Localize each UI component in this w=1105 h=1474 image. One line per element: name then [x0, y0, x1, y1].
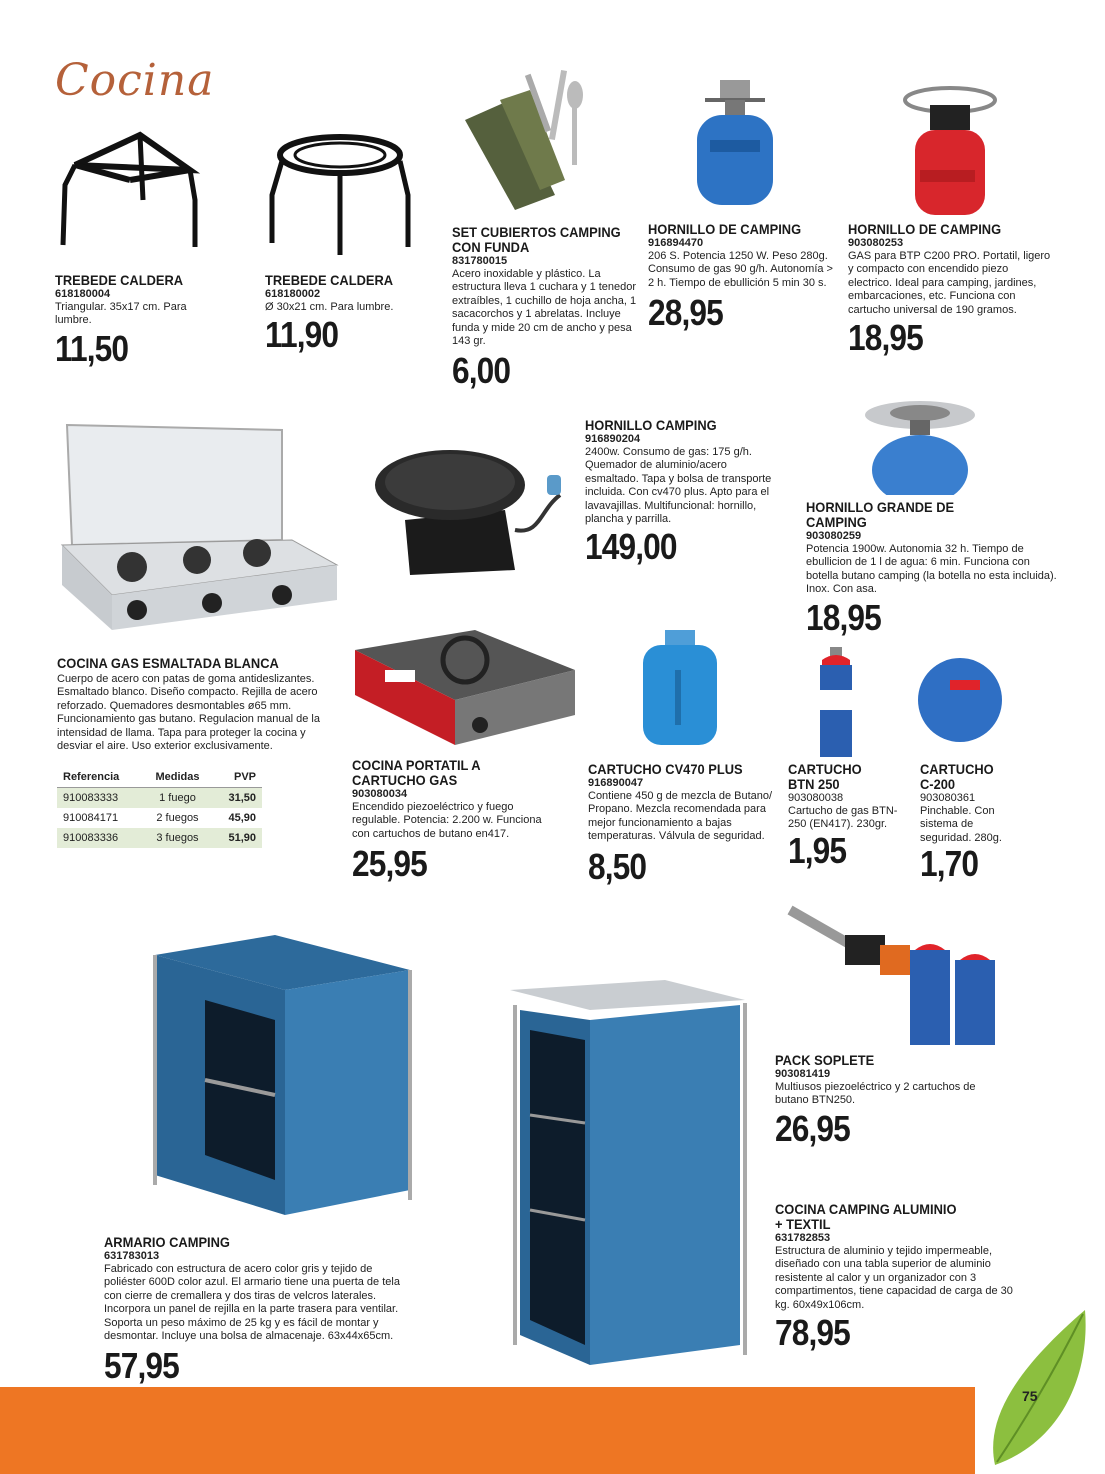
product-name: COCINA GAS ESMALTADA BLANCA — [57, 655, 279, 671]
product-ref: 618180004 — [55, 288, 111, 300]
column-header-size: Medidas — [142, 767, 212, 788]
product-name: CARTUCHO BTN 250 — [788, 761, 862, 792]
product-ref: 618180002 — [265, 288, 321, 300]
torch-pack-image — [780, 890, 1005, 1045]
product-ref: 903081419 — [775, 1068, 831, 1080]
table-row — [57, 808, 262, 828]
product-ref: 903080361 — [920, 792, 976, 804]
product-name: HORNILLO CAMPING — [585, 417, 717, 433]
product-ref: 903080253 — [848, 237, 904, 249]
product-name: HORNILLO DE CAMPING — [848, 221, 1002, 237]
product-desc: Encendido piezoeléctrico y fuego regulable. Potencia: 2.200 w. Funciona con cartuchos de butano en417. — [352, 801, 542, 840]
table-cell: 51,90 — [228, 832, 256, 845]
product-desc: Triangular. 35x17 cm. Para lumbre. — [55, 301, 187, 327]
product-price: 18,95 — [806, 596, 881, 638]
table-cell: 2 fuegos — [156, 812, 199, 825]
product-ref: 916894470 — [648, 237, 704, 249]
table-cell: 45,90 — [228, 812, 256, 825]
product-price: 11,90 — [265, 314, 339, 356]
footer-bar — [0, 1387, 975, 1474]
product-desc: 2400w. Consumo de gas: 175 g/h. Quemador de aluminio/acero esmaltado. Tapa y bolsa de transporte incluida. Con cv470 plus. Apto para el lavavajillas. Multifuncional: hornillo, plancha y parrilla. — [585, 446, 772, 526]
column-header-price: PVP — [213, 767, 262, 788]
white-gas-cooker-image — [52, 415, 342, 635]
product-price: 11,50 — [55, 327, 129, 369]
table-cell: 910083336 — [63, 832, 119, 845]
product-desc: Estructura de aluminio y tejido impermeable, diseñado con una tabla superior de aluminio resistente al calor y un organizador con 3 compartimentos, tiene capacidad de carga de 30 kg. 60x49x106cm. — [775, 1245, 1013, 1311]
table-cell: 910084171 — [63, 812, 119, 825]
cutlery-set-image — [455, 65, 605, 215]
product-price: 18,95 — [848, 317, 923, 359]
trebede-ring-image — [260, 125, 420, 260]
product-ref: 903080034 — [352, 788, 408, 800]
table-cell: 3 fuegos — [156, 832, 199, 845]
trebede-triangular-image — [55, 125, 205, 255]
gas-cartridge-c200-image — [915, 655, 1005, 745]
product-name: HORNILLO DE CAMPING — [648, 221, 802, 237]
product-desc: Cuerpo de acero con patas de goma antideslizantes. Esmaltado blanco. Diseño compacto. Rejilla de acero reforzado. Quemadores desmontables ø65 mm. Funcionamiento gas butano. Regulacion manual de la intensidad de llama. Tapa para proteger la cocina y desviar el aire. Uso exterior exclusivamente. — [57, 673, 320, 753]
table-cell: 31,50 — [228, 792, 256, 805]
product-name: TREBEDE CALDERA — [265, 272, 394, 288]
camping-kitchen-unit-image — [505, 975, 750, 1380]
product-price: 26,95 — [775, 1107, 850, 1149]
section-title: Cocina — [55, 55, 215, 106]
product-desc: 206 S. Potencia 1250 W. Peso 280g. Consumo de gas 90 g/h. Autonomía > 2 h. Tiempo de ebullición 5 min 30 s. — [648, 250, 833, 289]
product-name: PACK SOPLETE — [775, 1052, 875, 1068]
product-ref: 903080259 — [806, 530, 862, 542]
table-cell: 910083333 — [63, 792, 119, 805]
product-price: 57,95 — [104, 1345, 179, 1387]
product-price: 28,95 — [648, 292, 723, 334]
product-name: SET CUBIERTOS CAMPING CON FUNDA — [452, 224, 621, 255]
product-price: 6,00 — [452, 350, 511, 392]
product-desc: Cartucho de gas BTN-250 (EN417). 230gr. — [788, 805, 898, 831]
product-desc: Multiusos piezoeléctrico y 2 cartuchos de butano BTN250. — [775, 1081, 976, 1107]
large-stove-image — [855, 395, 985, 495]
portable-gas-cooker-image — [345, 610, 580, 750]
table-row — [57, 828, 262, 848]
product-ref: 903080038 — [788, 792, 844, 804]
product-name: ARMARIO CAMPING — [104, 1234, 230, 1250]
product-price: 8,50 — [588, 845, 647, 887]
page-number: 75 — [1022, 1388, 1038, 1404]
product-name: COCINA CAMPING ALUMINIO + TEXTIL — [775, 1201, 957, 1232]
product-name: CARTUCHO C-200 — [920, 761, 994, 792]
product-desc: Fabricado con estructura de acero color gris y tejido de poliéster 600D color azul. El armario tiene una puerta de tela con cierre de cremallera y dos tiras de velcros laterales. Incorpora un panel de rejilla en la parte trasera para ventilar. Soporta un peso máximo de 25 kg y es fácil de montar y desmontar. Incluye una bolsa de almacenaje. 63x44x65cm. — [104, 1263, 400, 1343]
product-ref: 916890204 — [585, 433, 641, 445]
red-camping-stove-image — [895, 75, 1005, 220]
table-cell: 1 fuego — [159, 792, 196, 805]
gas-cartridge-btn250-image — [812, 645, 862, 760]
gas-cartridge-cv470-image — [635, 625, 725, 750]
product-price: 78,95 — [775, 1312, 850, 1354]
product-ref: 631782853 — [775, 1232, 831, 1244]
product-desc: Potencia 1900w. Autonomia 32 h. Tiempo de ebullicion de 1 l de agua: 6 min. Funciona con botella butano camping (la botella no esta incluida). Inox. Con asa. — [806, 543, 1057, 596]
product-desc: Acero inoxidable y plástico. La estructura lleva 1 cuchara y 1 tenedor extraíbles, 1 cuchillo de hoja ancha, 1 sacacorchos y 1 abrelatas. Incluye funda y mide 20 cm de ancho y pesa 143 gr. — [452, 268, 637, 348]
product-price: 1,70 — [920, 843, 979, 885]
table-row — [57, 788, 262, 809]
product-name: COCINA PORTATIL A CARTUCHO GAS — [352, 757, 481, 788]
product-desc: Pinchable. Con sistema de seguridad. 280g. — [920, 805, 1002, 844]
product-name: TREBEDE CALDERA — [55, 272, 184, 288]
product-desc: Contiene 450 g de mezcla de Butano/ Propano. Mezcla recomendada para mejor funcionamiento a bajas temperaturas. Válvula de seguridad. — [588, 790, 773, 843]
product-desc: Ø 30x21 cm. Para lumbre. — [265, 301, 394, 313]
griddle-stove-image — [365, 440, 580, 580]
reference-table — [57, 767, 262, 848]
column-header-reference: Referencia — [57, 767, 142, 788]
product-ref: 631783013 — [104, 1250, 160, 1262]
product-price: 149,00 — [585, 526, 677, 568]
product-desc: GAS para BTP C200 PRO. Portatil, ligero y compacto con encendido piezo electrico. Ideal para camping, jardines, embarcaciones, etc. Funciona con cartucho universal de 190 gramos. — [848, 250, 1051, 316]
camping-cupboard-image — [145, 930, 415, 1220]
product-name: HORNILLO GRANDE DE CAMPING — [806, 499, 955, 530]
product-ref: 831780015 — [452, 255, 508, 267]
product-name: CARTUCHO CV470 PLUS — [588, 761, 743, 777]
leaf-icon — [985, 1300, 1095, 1474]
product-price: 25,95 — [352, 843, 427, 885]
product-ref: 916890047 — [588, 777, 644, 789]
blue-camping-stove-image — [685, 70, 785, 215]
product-price: 1,95 — [788, 829, 847, 871]
